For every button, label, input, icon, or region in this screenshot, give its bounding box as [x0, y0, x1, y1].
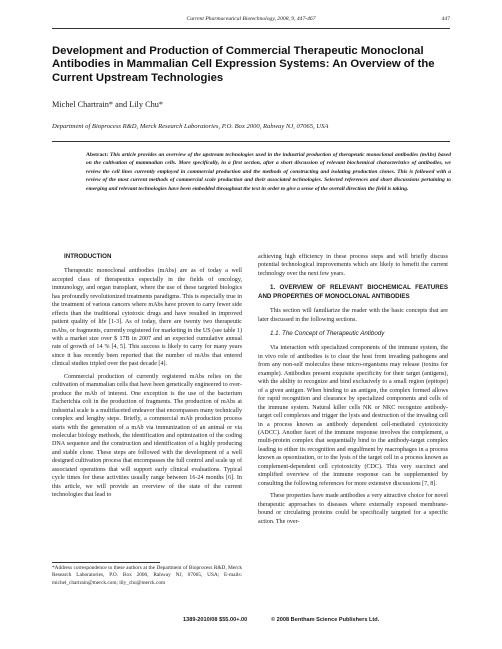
- affiliation-rule: [52, 141, 450, 142]
- right-paragraph-0: achieving high efficiency in these process steps and will briefly discuss potential technological improvements which are likely to benefit the current technology over the next few years.: [258, 254, 448, 277]
- intro-paragraph-1: Therapeutic monoclonal antibodies (mAbs) are as of today a well accepted class of therapeutics especially in the fields of oncology, immunology, and organ transplant, where the use of these targeted biologics has profoundly revolutionized treatments paradigms. This is especially true in the treatment of various cancers where mAbs have proven to carry fewer side effects than the traditional cytotoxic drugs and have resulted in improved patient quality of life [1-3]. As of today, there are twenty two therapeutic mAbs, or fragments, currently registered for marketing in the US (see table 1) with a market size over $ 17B in 2007 and an expected cumulative annual rate of growth of 14 % [4, 5]. This success is likely to carry for many years since it has recently been reported that the number of mAbs that entered clinical studies tripled over the past decade [4].: [52, 268, 242, 368]
- author-affiliation: Department of Bioprocess R&D, Merck Research Laboratories, P.O. Box 2000, Rahway NJ, 07065, USA: [52, 123, 329, 130]
- article-authors: Michel Chartrain* and Lily Chu*: [52, 100, 164, 109]
- abstract: [86, 151, 451, 193]
- concept-paragraph-2: These properties have made antibodies a very attractive choice for novel therapeutic approaches to diseases where externally exposed membrane-bound or circulating proteins could be specifically targeted for a specific action. The over-: [258, 493, 448, 525]
- footnote-rule: [52, 562, 160, 563]
- subsection-heading-concept: 1.1. The Concept of Therapeutic Antibody: [270, 330, 385, 338]
- right-column: [258, 253, 448, 526]
- article-title: Development and Production of Commercial Therapeutic Monoclonal Antibodies in Mammalian Cell Expression Systems: An Overview of the Current Upstream Technologies: [52, 45, 435, 84]
- journal-citation: Current Pharmaceutical Biotechnology, 2008, 9, 447-467: [186, 16, 316, 22]
- section-heading-introduction: INTRODUCTION: [64, 253, 112, 260]
- concept-paragraph-1: Via interaction with specialized components of the immune system, the in vivo role of antibodies is to clear the host from invading pathogens and from any non-self molecules these micro-organisms may release (toxins for example). Antibodies present exquisite specificity for their target (antigens), with the ability to recognize and bind exclusively to a small region (epitope) of a given antigen. When binding to an antigen, the complex formed allows for rapid recognition and clearance by specialized components and cells of the immune system. Natural killer cells NK or NKC recognize antibody-target cell complexes and trigger the lysis and destruction of the invading cell in a process known as antibody dependent cell-mediated cytotoxicity (ADCC). Another facet of the immune response involves the complement, a multi-protein complex that sequentially bind to the antibody-target complex leading to either its recognition and engulfment by macrophages in a process known as opsonization, or to the lysis of the target cell in a process known as complement-dependent cell cytotoxicity (CDC). This very succinct and simplified overview of the immune response can be supplemented by consulting the following references for more extensive discussions [7, 8].: [258, 345, 448, 487]
- intro-paragraph-2: Commercial production of currently registered mAbs relies on the cultivation of mammalian cells that have been genetically engineered to over-produce the mAb of interest. One exception is the use of the bacterium Escherichia coli in the production of fragments. The production of mAbs at industrial scale is a multifaceted endeavor that encompasses many technically complex and lengthy steps. Briefly, a commercial mAb production process starts with the generation of a mAb via immunization of an animal or via molecular biology methods, the identification and optimization of the coding DNA sequence and the construction and identification of a highly producing and stable clone. These steps are followed with the development of a well designed cultivation process that encompasses the full control and scale up of associated operations that will support early clinical evaluations. Typical cycle times for these activities usually range between 16-24 months [6]. In this article, we will provide an overview of the state of the current technologies that lead to: [52, 373, 242, 499]
- abstract-text: This article provides an overview of the upstream technologies used in the industrial production of therapeutic monoclonal antibodies (mAbs) based on the cultivation of mammalian cells. More specifically, in a first section, after a short discussion of relevant biochemical characteristics of antibodies, we review the cell lines currently employed in commercial production and the methods of constructing and isolating production clones. This is followed with a review of the most current methods of commercial scale production and their associated technologies. Selected references and short discussions pertaining to emerging and relevant technologies have been embedded throughout the text in order to give a sense of the overall direction the field is taking.: [86, 152, 451, 192]
- correspondence-footnote: *Address correspondence to these authors at the Department of Bioprocess R&D, Merck Research Laboratories, P.O. Box 2000, Rahway NJ, 07065, USA; E-mails: michel_chartrain@merck.com; lily_chu@merck.com: [52, 565, 242, 586]
- header-rule: [52, 28, 450, 29]
- running-head: [52, 16, 450, 26]
- left-column: [52, 253, 242, 500]
- abstract-label: Abstract:: [86, 152, 109, 158]
- issn-price: 1389-2010/08 $55.00+.00: [183, 617, 248, 623]
- section-heading-overview: 1. OVERVIEW OF RELEVANT BIOCHEMICAL FEATURES AND PROPERTIES OF MONOCLONAL ANTIBODIES: [258, 284, 448, 300]
- copyright-notice: © 2008 Bentham Science Publishers Ltd.: [271, 617, 380, 623]
- overview-paragraph-1: This section will familiarize the reader with the basic concepts that are later discussed in the following sections.: [258, 308, 448, 323]
- page-number: 447: [441, 16, 450, 22]
